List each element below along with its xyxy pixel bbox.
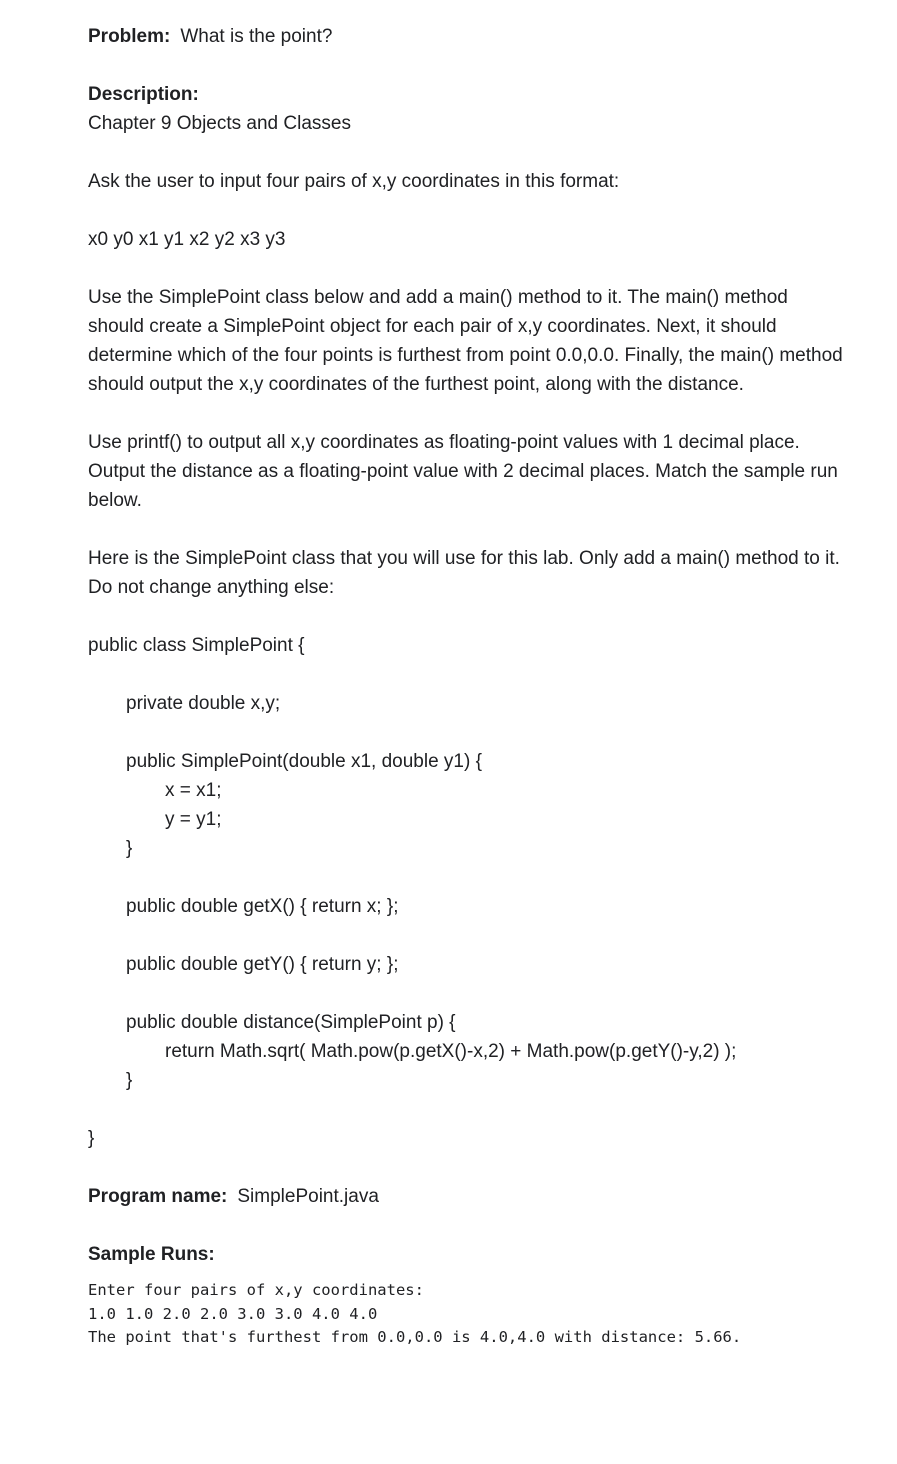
problem-title: What is the point? bbox=[180, 26, 333, 47]
class-intro-paragraph: Here is the SimplePoint class that you will use for this lab. Only add a main() method to it. Do not change anything else: bbox=[88, 548, 840, 598]
sample-runs-label: Sample Runs: bbox=[88, 1244, 215, 1265]
description-label: Description: bbox=[88, 84, 199, 105]
code-fields: private double x,y; bbox=[126, 693, 281, 714]
problem-line bbox=[88, 22, 848, 51]
code-getx: public double getX() { return x; }; bbox=[126, 896, 399, 917]
code-listing bbox=[88, 631, 848, 1153]
printf-paragraph: Use printf() to output all x,y coordinates as floating-point values with 1 decimal place. Output the distance as a floating-point value with 2 decimal places. Match the sample run below. bbox=[88, 432, 838, 511]
sample-line: 1.0 1.0 2.0 2.0 3.0 3.0 4.0 4.0 bbox=[88, 1304, 378, 1323]
code-ctor-x: x = x1; bbox=[165, 780, 222, 801]
program-name-label: Program name: bbox=[88, 1186, 228, 1207]
description-section bbox=[88, 80, 848, 138]
code-class-open: public class SimplePoint { bbox=[88, 635, 305, 656]
code-class-close: } bbox=[88, 1128, 95, 1149]
sample-run-output bbox=[88, 1279, 848, 1350]
code-distance-close: } bbox=[126, 1070, 133, 1091]
chapter-text: Chapter 9 Objects and Classes bbox=[88, 113, 351, 134]
problem-label: Problem: bbox=[88, 26, 171, 47]
code-distance-open: public double distance(SimplePoint p) { bbox=[126, 1012, 456, 1033]
sample-line: Enter four pairs of x,y coordinates: bbox=[88, 1281, 424, 1299]
ask-paragraph: Ask the user to input four pairs of x,y coordinates in this format: bbox=[88, 171, 620, 192]
code-ctor-y: y = y1; bbox=[165, 809, 222, 830]
program-name-line bbox=[88, 1182, 848, 1211]
program-file-name: SimplePoint.java bbox=[237, 1186, 379, 1207]
code-distance-return: return Math.sqrt( Math.pow(p.getX()-x,2) + Math.pow(p.getY()-y,2) ); bbox=[165, 1041, 737, 1062]
code-gety: public double getY() { return y; }; bbox=[126, 954, 399, 975]
sample-line: The point that's furthest from 0.0,0.0 is 4.0,4.0 with distance: 5.66. bbox=[88, 1328, 742, 1346]
code-ctor-close: } bbox=[126, 838, 133, 859]
code-ctor-open: public SimplePoint(double x1, double y1) { bbox=[126, 751, 482, 772]
instructions-paragraph: Use the SimplePoint class below and add a main() method to it. The main() method should create a SimplePoint object for each pair of x,y coordinates. Next, it should determine which of the four points is furthest from point 0.0,0.0. Finally, the main() method should output the x,y coordinates of the furthest point, along with the distance. bbox=[88, 287, 843, 395]
assignment-document bbox=[88, 22, 848, 1350]
input-format: x0 y0 x1 y1 x2 y2 x3 y3 bbox=[88, 229, 286, 250]
